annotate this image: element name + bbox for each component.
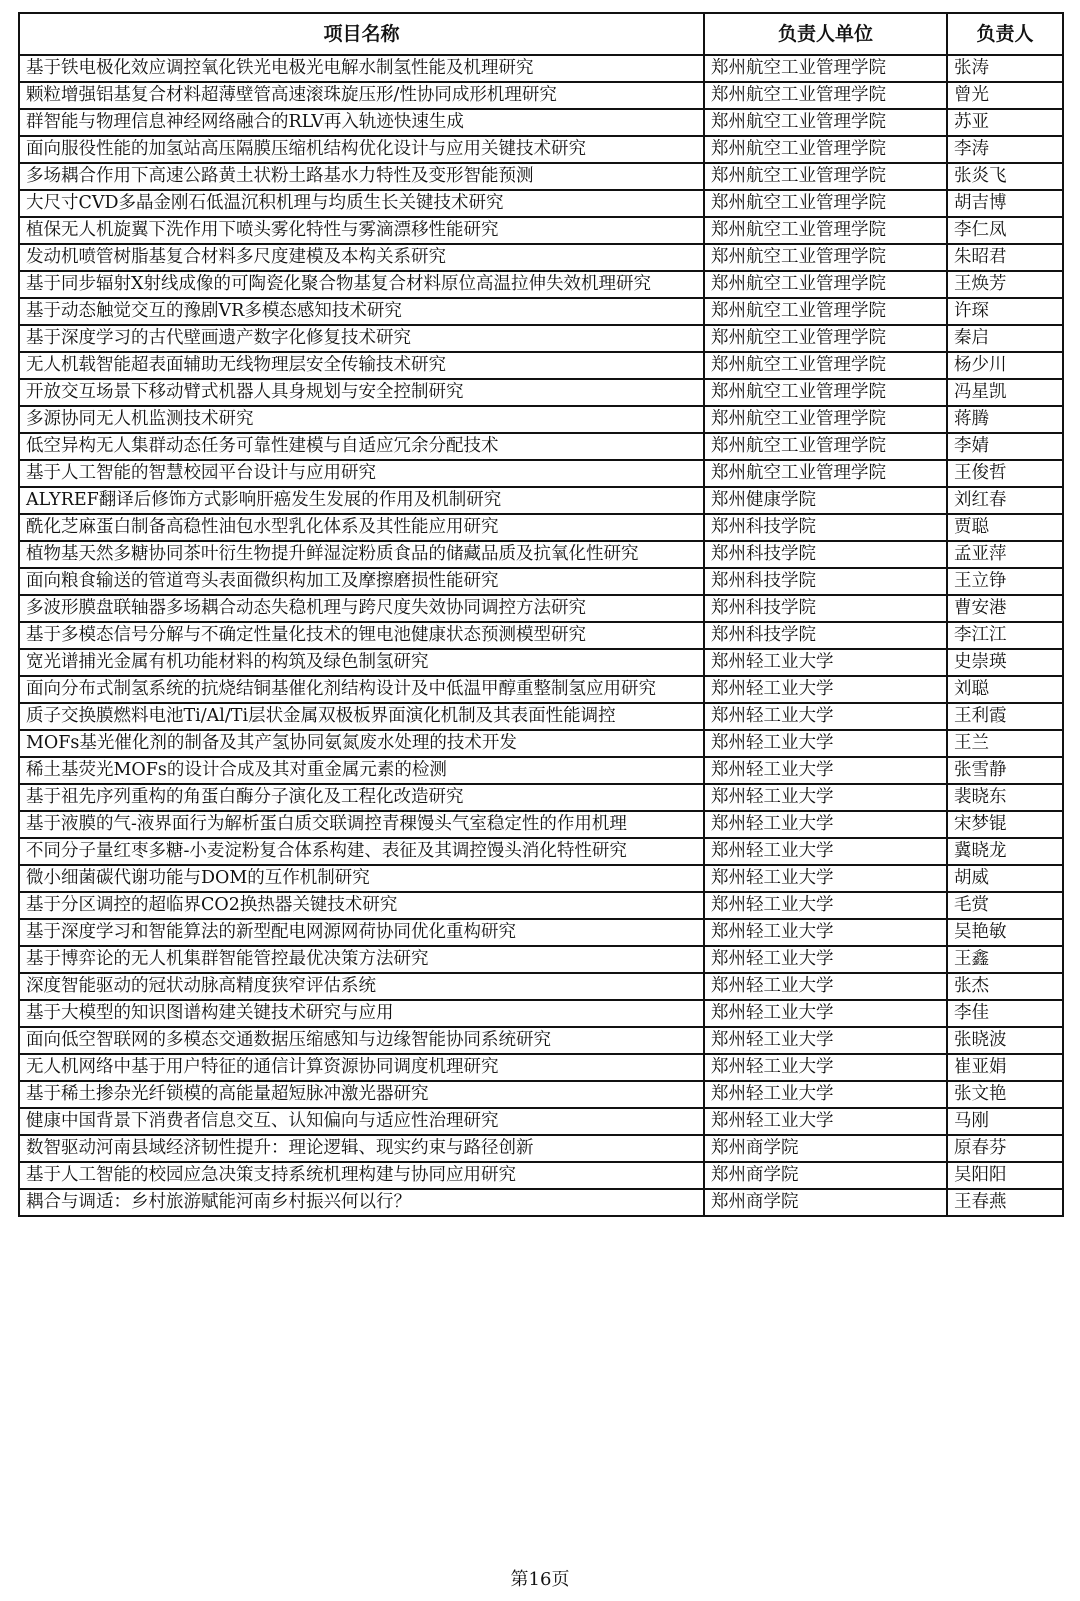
unit-cell: 郑州科技学院 — [704, 568, 947, 595]
table-body — [19, 55, 1063, 1216]
table-row — [19, 892, 1063, 919]
project-name-cell: 基于动态触觉交互的豫剧VR多模态感知技术研究 — [19, 298, 704, 325]
person-cell: 朱昭君 — [947, 244, 1063, 271]
person-cell: 王鑫 — [947, 946, 1063, 973]
unit-cell: 郑州轻工业大学 — [704, 703, 947, 730]
project-name-cell: 酰化芝麻蛋白制备高稳性油包水型乳化体系及其性能应用研究 — [19, 514, 704, 541]
table-row — [19, 217, 1063, 244]
table-row — [19, 676, 1063, 703]
table-row — [19, 919, 1063, 946]
unit-cell: 郑州科技学院 — [704, 514, 947, 541]
table-row — [19, 1108, 1063, 1135]
project-name-cell: 大尺寸CVD多晶金刚石低温沉积机理与均质生长关键技术研究 — [19, 190, 704, 217]
project-name-cell: 基于分区调控的超临界CO2换热器关键技术研究 — [19, 892, 704, 919]
table-row — [19, 784, 1063, 811]
person-cell: 冯星凯 — [947, 379, 1063, 406]
project-name-cell: 无人机载智能超表面辅助无线物理层安全传输技术研究 — [19, 352, 704, 379]
unit-cell: 郑州轻工业大学 — [704, 1000, 947, 1027]
project-name-cell: 基于祖先序列重构的角蛋白酶分子演化及工程化改造研究 — [19, 784, 704, 811]
unit-cell: 郑州航空工业管理学院 — [704, 244, 947, 271]
project-name-cell: MOFs基光催化剂的制备及其产氢协同氨氮废水处理的技术开发 — [19, 730, 704, 757]
unit-cell: 郑州航空工业管理学院 — [704, 163, 947, 190]
unit-cell: 郑州轻工业大学 — [704, 1027, 947, 1054]
unit-cell: 郑州航空工业管理学院 — [704, 109, 947, 136]
unit-cell: 郑州商学院 — [704, 1135, 947, 1162]
table-row — [19, 1135, 1063, 1162]
project-name-cell: 基于稀土掺杂光纤锁模的高能量超短脉冲激光器研究 — [19, 1081, 704, 1108]
table-row — [19, 514, 1063, 541]
person-cell: 刘聪 — [947, 676, 1063, 703]
project-name-cell: 无人机网络中基于用户特征的通信计算资源协同调度机理研究 — [19, 1054, 704, 1081]
project-name-cell: 数智驱动河南县域经济韧性提升：理论逻辑、现实约束与路径创新 — [19, 1135, 704, 1162]
unit-cell: 郑州航空工业管理学院 — [704, 352, 947, 379]
table-row — [19, 1054, 1063, 1081]
unit-cell: 郑州轻工业大学 — [704, 784, 947, 811]
unit-cell: 郑州航空工业管理学院 — [704, 136, 947, 163]
unit-cell: 郑州航空工业管理学院 — [704, 406, 947, 433]
unit-cell: 郑州轻工业大学 — [704, 973, 947, 1000]
project-name-cell: 基于铁电极化效应调控氧化铁光电极光电解水制氢性能及机理研究 — [19, 55, 704, 82]
person-cell: 王立铮 — [947, 568, 1063, 595]
header-project-name: 项目名称 — [19, 13, 704, 55]
project-name-cell: 面向粮食输送的管道弯头表面微织构加工及摩擦磨损性能研究 — [19, 568, 704, 595]
person-cell: 张炎飞 — [947, 163, 1063, 190]
table-row — [19, 109, 1063, 136]
person-cell: 李婧 — [947, 433, 1063, 460]
table-row — [19, 271, 1063, 298]
person-cell: 杨少川 — [947, 352, 1063, 379]
person-cell: 张涛 — [947, 55, 1063, 82]
table-row — [19, 1081, 1063, 1108]
unit-cell: 郑州轻工业大学 — [704, 838, 947, 865]
unit-cell: 郑州科技学院 — [704, 595, 947, 622]
unit-cell: 郑州航空工业管理学院 — [704, 433, 947, 460]
unit-cell: 郑州轻工业大学 — [704, 865, 947, 892]
person-cell: 王春燕 — [947, 1189, 1063, 1216]
project-name-cell: 植物基天然多糖协同茶叶衍生物提升鲜湿淀粉质食品的储藏品质及抗氧化性研究 — [19, 541, 704, 568]
person-cell: 吴艳敏 — [947, 919, 1063, 946]
project-name-cell: 植保无人机旋翼下洗作用下喷头雾化特性与雾滴漂移性能研究 — [19, 217, 704, 244]
person-cell: 毛赏 — [947, 892, 1063, 919]
page-number: 第16页 — [510, 1569, 570, 1590]
table-row — [19, 838, 1063, 865]
project-name-cell: 宽光谱捕光金属有机功能材料的构筑及绿色制氢研究 — [19, 649, 704, 676]
unit-cell: 郑州科技学院 — [704, 622, 947, 649]
table-row — [19, 541, 1063, 568]
person-cell: 宋梦锟 — [947, 811, 1063, 838]
table-row — [19, 1189, 1063, 1216]
table-row — [19, 1027, 1063, 1054]
project-name-cell: 发动机喷管树脂基复合材料多尺度建模及本构关系研究 — [19, 244, 704, 271]
project-name-cell: 多场耦合作用下高速公路黄土状粉土路基水力特性及变形智能预测 — [19, 163, 704, 190]
project-name-cell: 基于深度学习和智能算法的新型配电网源网荷协同优化重构研究 — [19, 919, 704, 946]
unit-cell: 郑州轻工业大学 — [704, 811, 947, 838]
person-cell: 许琛 — [947, 298, 1063, 325]
project-name-cell: 耦合与调适：乡村旅游赋能河南乡村振兴何以行？ — [19, 1189, 704, 1216]
unit-cell: 郑州航空工业管理学院 — [704, 298, 947, 325]
project-name-cell: 多源协同无人机监测技术研究 — [19, 406, 704, 433]
table-row — [19, 487, 1063, 514]
project-name-cell: 基于人工智能的校园应急决策支持系统机理构建与协同应用研究 — [19, 1162, 704, 1189]
table-row — [19, 136, 1063, 163]
person-cell: 冀晓龙 — [947, 838, 1063, 865]
table-row — [19, 1162, 1063, 1189]
person-cell: 王俊哲 — [947, 460, 1063, 487]
person-cell: 裴晓东 — [947, 784, 1063, 811]
unit-cell: 郑州商学院 — [704, 1162, 947, 1189]
project-name-cell: 低空异构无人集群动态任务可靠性建模与自适应冗余分配技术 — [19, 433, 704, 460]
project-name-cell: ALYREF翻译后修饰方式影响肝癌发生发展的作用及机制研究 — [19, 487, 704, 514]
project-name-cell: 基于深度学习的古代壁画遗产数字化修复技术研究 — [19, 325, 704, 352]
project-name-cell: 面向分布式制氢系统的抗烧结铜基催化剂结构设计及中低温甲醇重整制氢应用研究 — [19, 676, 704, 703]
project-name-cell: 基于多模态信号分解与不确定性量化技术的锂电池健康状态预测模型研究 — [19, 622, 704, 649]
person-cell: 李佳 — [947, 1000, 1063, 1027]
project-list-table — [18, 12, 1064, 1217]
table-row — [19, 325, 1063, 352]
project-name-cell: 稀土基荧光MOFs的设计合成及其对重金属元素的检测 — [19, 757, 704, 784]
person-cell: 胡威 — [947, 865, 1063, 892]
table-row — [19, 298, 1063, 325]
person-cell: 史崇瑛 — [947, 649, 1063, 676]
project-name-cell: 微小细菌碳代谢功能与DOM的互作机制研究 — [19, 865, 704, 892]
table-row — [19, 757, 1063, 784]
table-row — [19, 730, 1063, 757]
table-row — [19, 244, 1063, 271]
person-cell: 孟亚萍 — [947, 541, 1063, 568]
person-cell: 秦启 — [947, 325, 1063, 352]
person-cell: 吴阳阳 — [947, 1162, 1063, 1189]
project-name-cell: 颗粒增强铝基复合材料超薄壁管高速滚珠旋压形/性协同成形机理研究 — [19, 82, 704, 109]
person-cell: 胡吉博 — [947, 190, 1063, 217]
unit-cell: 郑州航空工业管理学院 — [704, 460, 947, 487]
unit-cell: 郑州航空工业管理学院 — [704, 271, 947, 298]
project-name-cell: 基于大模型的知识图谱构建关键技术研究与应用 — [19, 1000, 704, 1027]
person-cell: 曹安港 — [947, 595, 1063, 622]
person-cell: 王焕芳 — [947, 271, 1063, 298]
project-name-cell: 基于博弈论的无人机集群智能管控最优决策方法研究 — [19, 946, 704, 973]
project-name-cell: 面向服役性能的加氢站高压隔膜压缩机结构优化设计与应用关键技术研究 — [19, 136, 704, 163]
unit-cell: 郑州轻工业大学 — [704, 1108, 947, 1135]
table-row — [19, 433, 1063, 460]
table-row — [19, 352, 1063, 379]
header-person: 负责人 — [947, 13, 1063, 55]
project-name-cell: 基于人工智能的智慧校园平台设计与应用研究 — [19, 460, 704, 487]
table-header-row — [19, 13, 1063, 55]
unit-cell: 郑州航空工业管理学院 — [704, 379, 947, 406]
person-cell: 刘红春 — [947, 487, 1063, 514]
table-row — [19, 703, 1063, 730]
person-cell: 马刚 — [947, 1108, 1063, 1135]
table-row — [19, 622, 1063, 649]
project-name-cell: 质子交换膜燃料电池Ti/Al/Ti层状金属双极板界面演化机制及其表面性能调控 — [19, 703, 704, 730]
person-cell: 张晓波 — [947, 1027, 1063, 1054]
table-row — [19, 811, 1063, 838]
table-row — [19, 865, 1063, 892]
project-name-cell: 面向低空智联网的多模态交通数据压缩感知与边缘智能协同系统研究 — [19, 1027, 704, 1054]
table-row — [19, 649, 1063, 676]
project-name-cell: 基于同步辐射X射线成像的可陶瓷化聚合物基复合材料原位高温拉伸失效机理研究 — [19, 271, 704, 298]
project-name-cell: 开放交互场景下移动臂式机器人具身规划与安全控制研究 — [19, 379, 704, 406]
table-row — [19, 1000, 1063, 1027]
person-cell: 李涛 — [947, 136, 1063, 163]
table-row — [19, 946, 1063, 973]
project-name-cell: 多波形膜盘联轴器多场耦合动态失稳机理与跨尺度失效协同调控方法研究 — [19, 595, 704, 622]
person-cell: 张文艳 — [947, 1081, 1063, 1108]
header-unit: 负责人单位 — [704, 13, 947, 55]
person-cell: 崔亚娟 — [947, 1054, 1063, 1081]
unit-cell: 郑州航空工业管理学院 — [704, 325, 947, 352]
table-row — [19, 406, 1063, 433]
project-name-cell: 不同分子量红枣多糖-小麦淀粉复合体系构建、表征及其调控馒头消化特性研究 — [19, 838, 704, 865]
project-name-cell: 基于液膜的气-液界面行为解析蛋白质交联调控青稞馒头气室稳定性的作用机理 — [19, 811, 704, 838]
table-row — [19, 55, 1063, 82]
person-cell: 蒋腾 — [947, 406, 1063, 433]
table-row — [19, 379, 1063, 406]
unit-cell: 郑州健康学院 — [704, 487, 947, 514]
person-cell: 张杰 — [947, 973, 1063, 1000]
unit-cell: 郑州航空工业管理学院 — [704, 217, 947, 244]
unit-cell: 郑州航空工业管理学院 — [704, 190, 947, 217]
table-row — [19, 460, 1063, 487]
unit-cell: 郑州科技学院 — [704, 541, 947, 568]
unit-cell: 郑州轻工业大学 — [704, 676, 947, 703]
unit-cell: 郑州轻工业大学 — [704, 1081, 947, 1108]
person-cell: 原春芬 — [947, 1135, 1063, 1162]
table-row — [19, 163, 1063, 190]
unit-cell: 郑州轻工业大学 — [704, 919, 947, 946]
unit-cell: 郑州轻工业大学 — [704, 757, 947, 784]
person-cell: 苏亚 — [947, 109, 1063, 136]
person-cell: 曾光 — [947, 82, 1063, 109]
person-cell: 张雪静 — [947, 757, 1063, 784]
unit-cell: 郑州轻工业大学 — [704, 1054, 947, 1081]
unit-cell: 郑州轻工业大学 — [704, 892, 947, 919]
unit-cell: 郑州轻工业大学 — [704, 730, 947, 757]
person-cell: 李仁凤 — [947, 217, 1063, 244]
unit-cell: 郑州航空工业管理学院 — [704, 82, 947, 109]
person-cell: 贾聪 — [947, 514, 1063, 541]
person-cell: 王利霞 — [947, 703, 1063, 730]
unit-cell: 郑州轻工业大学 — [704, 649, 947, 676]
unit-cell: 郑州轻工业大学 — [704, 946, 947, 973]
unit-cell: 郑州商学院 — [704, 1189, 947, 1216]
table-row — [19, 82, 1063, 109]
table-row — [19, 973, 1063, 1000]
unit-cell: 郑州航空工业管理学院 — [704, 55, 947, 82]
person-cell: 王兰 — [947, 730, 1063, 757]
table-row — [19, 190, 1063, 217]
table-row — [19, 595, 1063, 622]
project-name-cell: 健康中国背景下消费者信息交互、认知偏向与适应性治理研究 — [19, 1108, 704, 1135]
person-cell: 李江江 — [947, 622, 1063, 649]
project-name-cell: 群智能与物理信息神经网络融合的RLV再入轨迹快速生成 — [19, 109, 704, 136]
table-row — [19, 568, 1063, 595]
project-name-cell: 深度智能驱动的冠状动脉高精度狭窄评估系统 — [19, 973, 704, 1000]
